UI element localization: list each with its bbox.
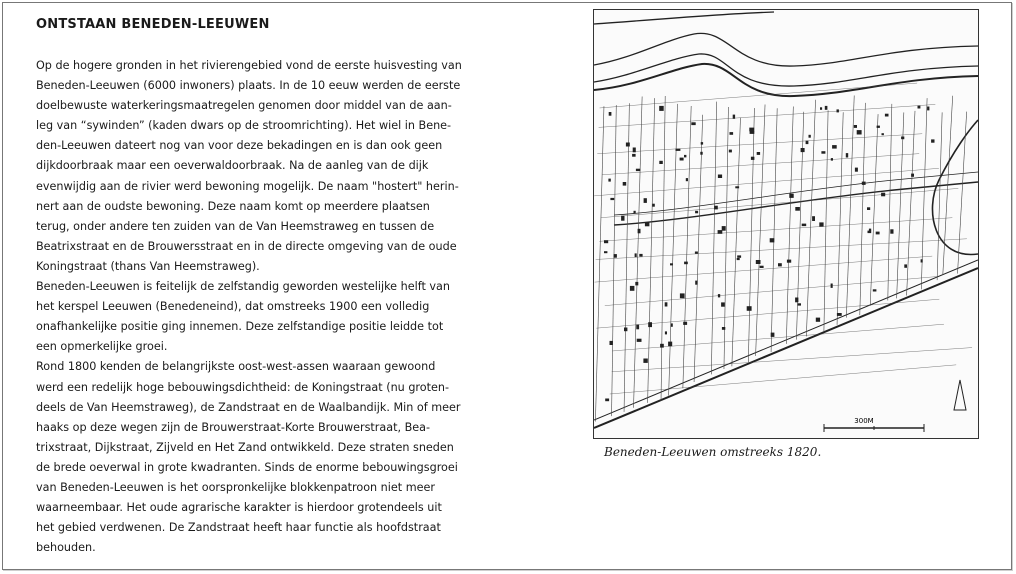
text-line: de brede oeverwal in grote kwadranten. Sinds de enorme bebouwingsgroei (36, 460, 458, 474)
body-text (36, 56, 466, 558)
page-title: ONTSTAAN BENEDEN-LEEUWEN (36, 17, 270, 32)
text-line: doelbewuste waterkeringsmaatregelen genomen door middel van de aan- (36, 99, 452, 113)
text-line: Op de hogere gronden in het rivierengebied vond de eerste huisvesting van (36, 59, 462, 72)
text-line: Beatrixstraat en de Brouwersstraat en in de directe omgeving van de oude (36, 239, 457, 253)
text-line: deels de Van Heemstraweg), de Zandstraat en de Waalbandijk. Min of meer (36, 400, 461, 414)
text-line: terug, onder andere ten zuiden van de Van Heemstraweg en tussen de (36, 219, 435, 233)
document-page (2, 2, 1012, 570)
text-line: van Beneden-Leeuwen is het oorspronkelijke blokkenpatroon niet meer (36, 480, 435, 494)
map-caption: Beneden-Leeuwen omstreeks 1820. (604, 445, 822, 459)
text-line: den-Leeuwen dateert nog van voor deze bekadingen en is dan ook geen (36, 139, 443, 153)
text-line: trixstraat, Dijkstraat, Zijveld en Het Zand ontwikkeld. Deze straten sneden (36, 440, 454, 454)
text-line: Koningstraat (thans Van Heemstraweg). (36, 259, 260, 273)
text-line: werd een redelijk hoge bebouwingsdichtheid: de Koningstraat (nu groten- (36, 380, 450, 394)
text-line: onafhankelijke positie ging innemen. Deze zelfstandige positie leidde tot (36, 320, 444, 334)
text-line: Beneden-Leeuwen is feitelijk de zelfstandig geworden westelijke helft van (36, 280, 450, 294)
text-line: waarneembaar. Het oude agrarische karakter is hierdoor grotendeels uit (36, 501, 442, 515)
text-line: het kerspel Leeuwen (Benedeneind), dat omstreeks 1900 een volledig (36, 300, 430, 314)
text-line: dijkdoorbraak maar een oeverwaldoorbraak. Na de aanleg van de dijk (36, 159, 429, 173)
text-line: haaks op deze wegen zijn de Brouwerstraat-Korte Brouwerstraat, Bea- (36, 420, 431, 434)
text-line: Beneden-Leeuwen (6000 inwoners) plaats. In de 10 eeuw werden de eerste (36, 79, 461, 93)
text-line: nert aan de oudste bewoning. Deze naam komt op meerdere plaatsen (36, 199, 430, 213)
text-line: behouden. (36, 541, 96, 555)
text-line: leg van “sywinden” (kaden dwars op de stroomrichting). Het wiel in Bene- (36, 119, 452, 133)
scale-label: 300M (854, 417, 874, 425)
text-line: Rond 1800 kenden de belangrijkste oost-west-assen waaraan gewoond (36, 360, 436, 374)
text-line: evenwijdig aan de rivier werd bewoning mogelijk. De naam "hostert" herin- (36, 179, 459, 193)
historical-map (593, 9, 979, 439)
text-line: het gebied verdwenen. De Zandstraat heeft haar functie als hoofdstraat (36, 521, 441, 535)
text-line: een opmerkelijke groei. (36, 340, 168, 354)
map-drawing (594, 10, 978, 438)
